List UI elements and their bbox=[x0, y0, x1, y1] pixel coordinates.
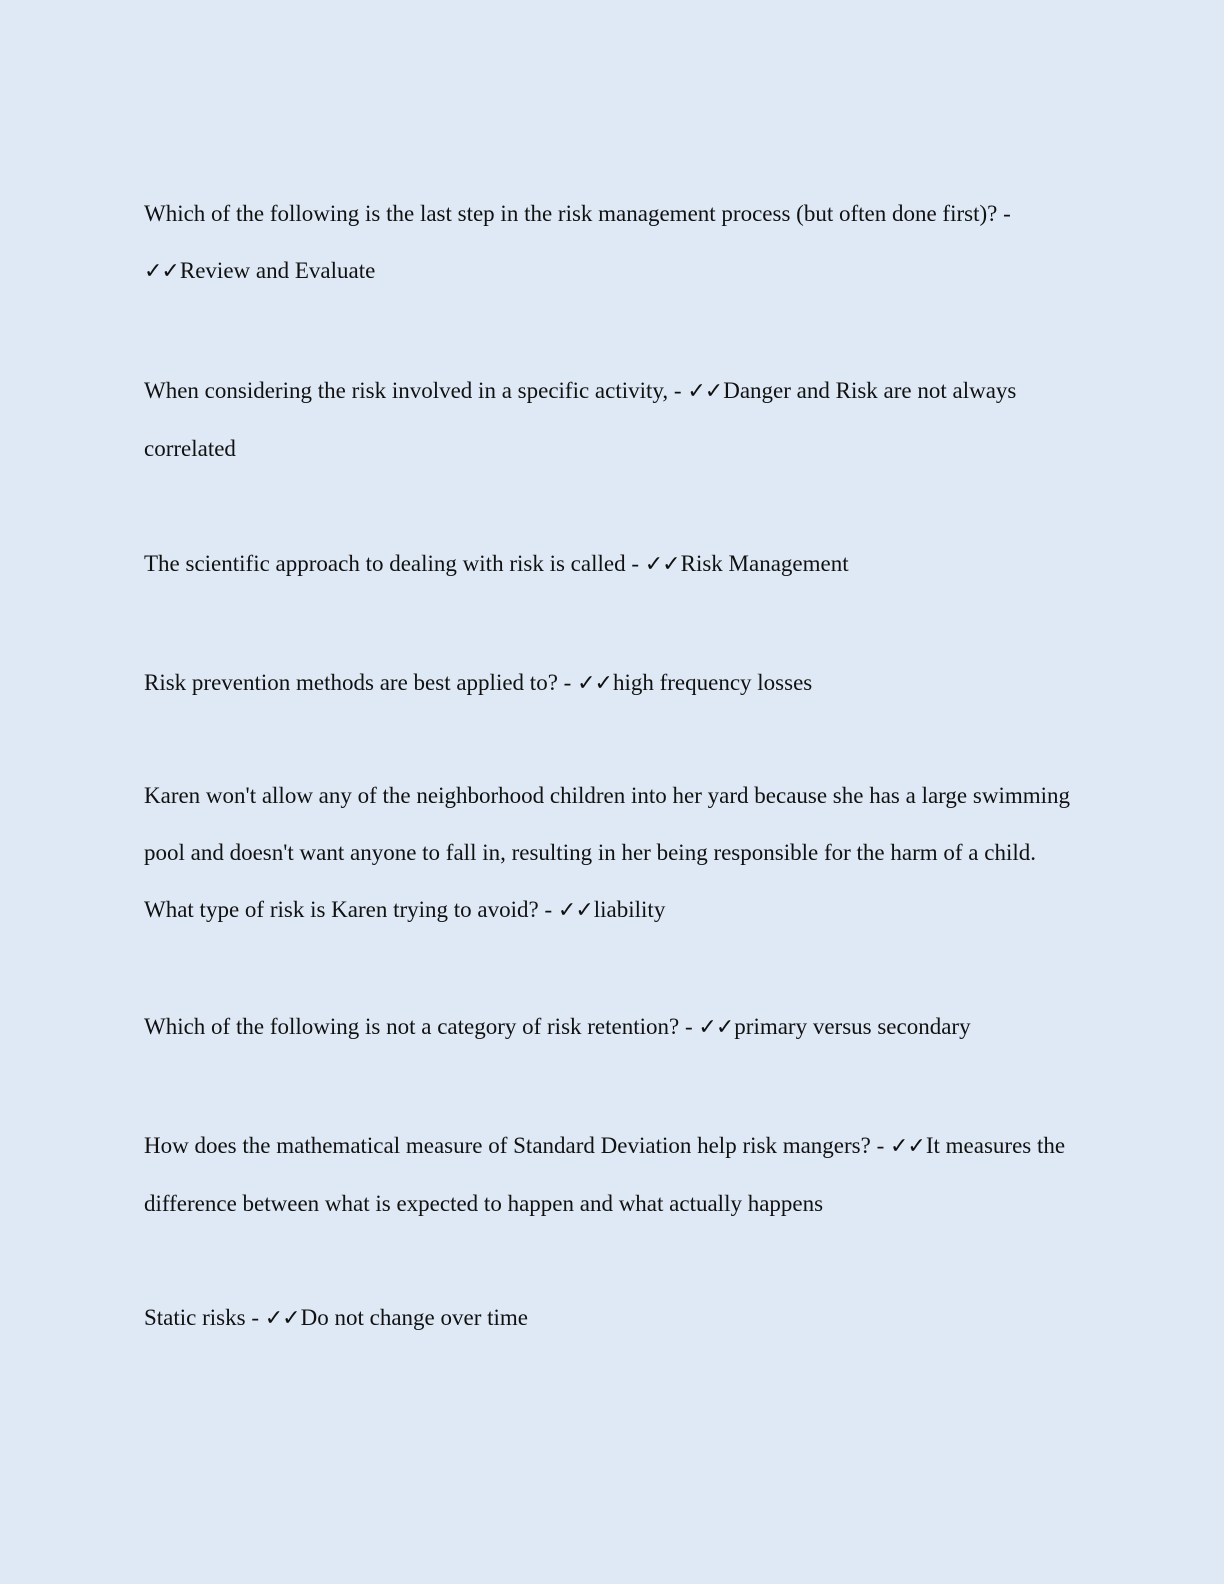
double-check-icon: ✓✓ bbox=[889, 1134, 925, 1159]
double-check-icon: ✓✓ bbox=[264, 1306, 300, 1331]
qa-item bbox=[144, 654, 1084, 712]
answer-text: Risk Management bbox=[680, 551, 849, 576]
double-check-icon: ✓✓ bbox=[644, 552, 680, 577]
question-text: The scientific approach to dealing with risk is called - bbox=[144, 551, 645, 576]
question-text: Risk prevention methods are best applied to? - bbox=[144, 670, 578, 695]
question-text: When considering the risk involved in a specific activity, - bbox=[144, 378, 688, 403]
answer-text: liability bbox=[593, 897, 666, 922]
double-check-icon: ✓✓ bbox=[144, 259, 179, 284]
double-check-icon: ✓✓ bbox=[577, 671, 612, 696]
answer-text: high frequency losses bbox=[612, 670, 813, 695]
qa-item bbox=[144, 767, 1084, 939]
question-text: Static risks - bbox=[144, 1305, 265, 1330]
question-text: How does the mathematical measure of Standard Deviation help risk mangers? - bbox=[144, 1133, 890, 1158]
answer-text: Do not change over time bbox=[300, 1305, 528, 1330]
answer-text: primary versus secondary bbox=[734, 1014, 971, 1039]
double-check-icon: ✓✓ bbox=[698, 1015, 734, 1040]
qa-item bbox=[144, 535, 1084, 593]
qa-item bbox=[144, 362, 1084, 477]
qa-item bbox=[144, 998, 1084, 1056]
answer-text: Danger and Risk are not always correlated bbox=[144, 378, 1017, 461]
question-text: Which of the following is not a category of risk retention? - bbox=[144, 1014, 699, 1039]
qa-item bbox=[144, 1289, 1084, 1347]
qa-item bbox=[144, 185, 1084, 300]
double-check-icon: ✓✓ bbox=[687, 379, 723, 404]
question-text: Which of the following is the last step in the risk management process (but often done first)? - bbox=[144, 201, 1011, 226]
answer-text: Review and Evaluate bbox=[179, 258, 376, 283]
double-check-icon: ✓✓ bbox=[557, 898, 593, 923]
qa-item bbox=[144, 1117, 1084, 1232]
question-text: Karen won't allow any of the neighborhood children into her yard because she has a large swimming pool and doesn't want anyone to fall in, resulting in her being responsible for the harm of a child. What type of risk is Karen trying to avoid? - bbox=[144, 783, 1071, 922]
answer-text: It measures the difference between what is expected to happen and what actually happens bbox=[144, 1133, 1066, 1216]
